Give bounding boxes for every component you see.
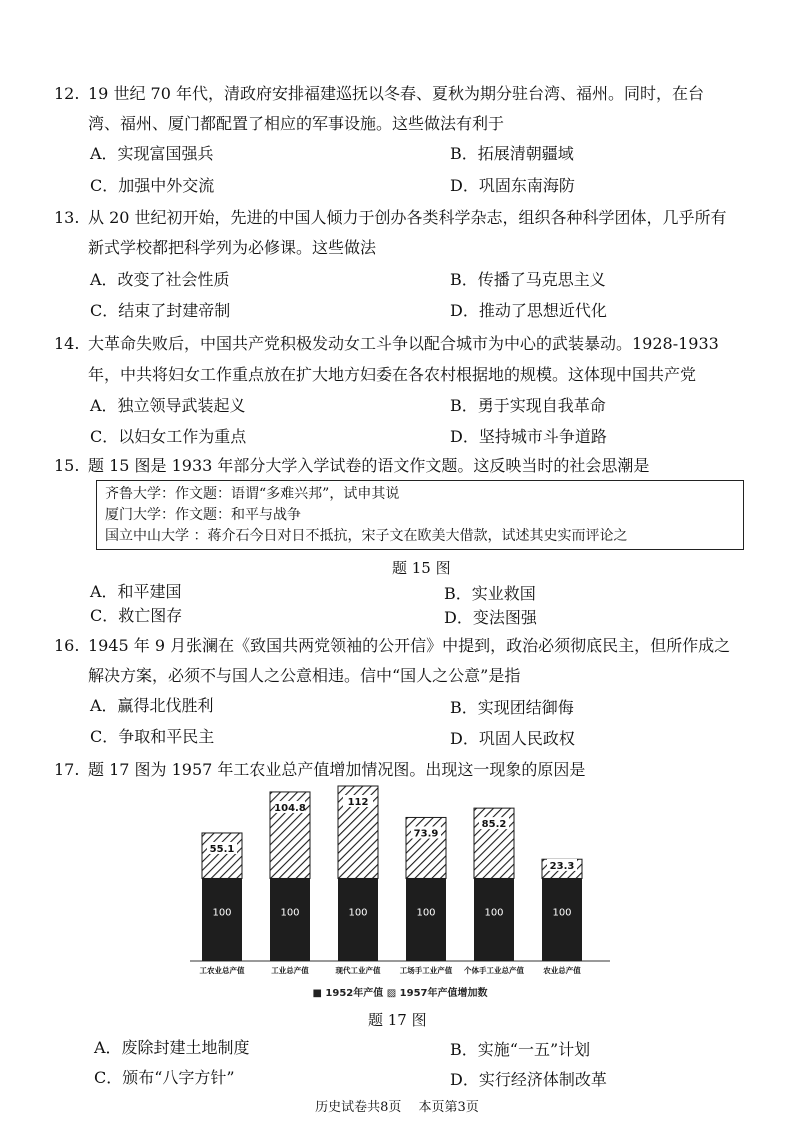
- bar-1952-1: [270, 878, 310, 961]
- label-1952-5: 100: [552, 907, 572, 919]
- q16-option-c: C．争取和平民主: [90, 727, 215, 746]
- q14-option-d: D．坚持城市斗争道路: [450, 427, 607, 446]
- category-label-1: 工业总产值: [271, 966, 309, 975]
- label-1952-1: 100: [280, 907, 300, 919]
- category-label-5: 农业总产值: [543, 966, 581, 975]
- q14-option-a: A．独立领导武装起义: [90, 396, 246, 415]
- q13-option-c: C．结束了封建帝制: [90, 301, 231, 320]
- q15-box-line-qilu: 齐鲁大学：作文题：语谓“多难兴邦”，试申其说: [105, 486, 400, 502]
- q15-exam-topic-box: [96, 480, 744, 550]
- q14-stem-line1: 大革命失败后，中国共产党积极发动女工斗争以配合城市为中心的武装暴动。1928-1933: [88, 334, 719, 353]
- category-label-3: 工场手工业产值: [399, 966, 453, 975]
- q12-number: 12.: [54, 84, 80, 103]
- q16-stem-line2: 解决方案，必须不与国人之公意相违。信中“国人之公意”是指: [88, 666, 521, 685]
- q12-option-d: D．巩固东南海防: [450, 176, 575, 195]
- q12-stem-line1: 19 世纪 70 年代，清政府安排福建巡抚以冬春、夏秋为期分驻台湾、福州。同时，在台: [88, 84, 704, 103]
- q13-number: 13.: [54, 208, 80, 227]
- label-1952-4: 100: [484, 907, 504, 919]
- bar-1952-0: [202, 878, 242, 961]
- q17-stem: 题 17 图为 1957 年工农业总产值增加情况图。出现这一现象的原因是: [88, 760, 586, 779]
- q13-option-d: D．推动了思想近代化: [450, 301, 607, 320]
- q14-number: 14.: [54, 334, 80, 353]
- label-increase-4: 85.2: [481, 819, 507, 831]
- bar-1952-5: [542, 878, 582, 961]
- bar-1952-3: [406, 878, 446, 961]
- page-footer: 历史试卷共8页 本页第3页: [315, 1100, 479, 1115]
- q13-stem-line1: 从 20 世纪初开始，先进的中国人倾力于创办各类科学杂志，组织各种科学团体，几乎所有: [88, 208, 727, 227]
- q15-option-b: B．实业救国: [444, 584, 536, 603]
- bar-1957-increase-0: [202, 833, 242, 878]
- q12-stem-line2: 湾、福州、厦门都配置了相应的军事设施。这些做法有利于: [88, 114, 505, 133]
- q13-stem-line2: 新式学校都把科学列为必修课。这些做法: [88, 238, 377, 257]
- q17-option-c: C．颁布“八字方针”: [94, 1068, 235, 1087]
- q14-stem-line2: 年，中共将妇女工作重点放在扩大地方妇委在各农村根据地的规模。这体现中国共产党: [88, 365, 697, 384]
- q16-option-d: D．巩固人民政权: [450, 729, 575, 748]
- q17-option-a: A．废除封建土地制度: [94, 1038, 250, 1057]
- category-label-0: 工农业总产值: [199, 966, 245, 975]
- q12-option-a: A．实现富国强兵: [90, 144, 214, 163]
- q12-option-c: C．加强中外交流: [90, 176, 215, 195]
- label-1952-2: 100: [348, 907, 368, 919]
- bar-1952-2: [338, 878, 378, 961]
- label-increase-0: 55.1: [209, 843, 235, 855]
- q14-option-b: B．勇于实现自我革命: [450, 396, 606, 415]
- q15-option-c: C．救亡图存: [90, 606, 183, 625]
- q14-option-c: C．以妇女工作为重点: [90, 427, 247, 446]
- category-label-2: 现代工业产值: [335, 966, 381, 975]
- q15-box-line-zhongshan: 国立中山大学 ：蒋介石今日对日不抵抗，宋子文在欧美大借款，试述其史实而评论之: [105, 528, 628, 544]
- q17-number: 17.: [54, 760, 80, 779]
- q15-option-d: D．变法图强: [444, 608, 537, 627]
- label-increase-2: 112: [347, 797, 369, 808]
- label-increase-3: 73.9: [413, 828, 439, 840]
- q16-number: 16.: [54, 636, 80, 655]
- q17-bar-chart: [190, 780, 610, 1006]
- label-1952-0: 100: [212, 907, 232, 919]
- bar-1952-4: [474, 878, 514, 961]
- q15-figure-caption: 题 15 图: [392, 559, 451, 577]
- q17-figure-caption: 题 17 图: [368, 1011, 427, 1029]
- q12-option-b: B．拓展清朝疆域: [450, 144, 574, 163]
- label-increase-1: 104.8: [274, 802, 306, 814]
- q17-option-d: D．实行经济体制改革: [450, 1070, 607, 1089]
- q15-stem: 题 15 图是 1933 年部分大学入学试卷的语文作文题。这反映当时的社会思潮是: [88, 456, 650, 475]
- label-1952-3: 100: [416, 907, 436, 919]
- label-increase-5: 23.3: [549, 860, 575, 872]
- q15-number: 15.: [54, 456, 80, 475]
- q13-option-b: B．传播了马克思主义: [450, 270, 606, 289]
- q16-stem-line1: 1945 年 9 月张澜在《致国共两党领袖的公开信》中提到，政治必须彻底民主，但所作成之: [88, 636, 731, 655]
- q17-option-b: B．实施“一五”计划: [450, 1040, 591, 1059]
- q16-option-a: A．赢得北伐胜利: [90, 696, 214, 715]
- q15-box-line-xiamen: 厦门大学：作文题：和平与战争: [105, 507, 301, 523]
- q15-option-a: A．和平建国: [90, 582, 182, 601]
- category-label-4: 个体手工业总产值: [464, 966, 524, 975]
- q13-option-a: A．改变了社会性质: [90, 270, 230, 289]
- q16-option-b: B．实现团结御侮: [450, 698, 574, 717]
- chart-legend: ■ 1952年产值 ▨ 1957年产值增加数: [312, 988, 488, 999]
